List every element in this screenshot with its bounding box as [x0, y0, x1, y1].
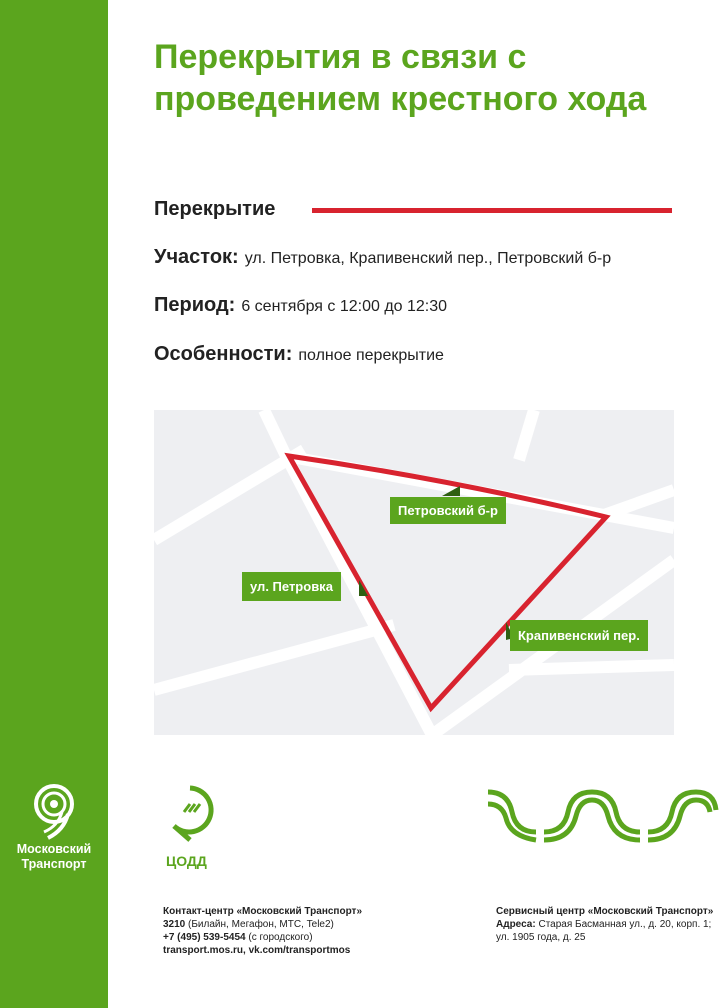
- period-value: 6 сентября с 12:00 до 12:30: [241, 298, 448, 315]
- section-value: ул. Петровка, Крапивенский пер., Петровский б-р: [244, 250, 612, 267]
- moscow-transport-icon: [24, 780, 84, 840]
- contact-phone[interactable]: +7 (495) 539-5454: [163, 932, 246, 943]
- contact-center-title: Контакт-центр «Московский Транспорт»: [163, 906, 363, 917]
- section-row: [154, 246, 611, 269]
- legend-closure-line: [312, 208, 672, 213]
- features-label: Особенности:: [154, 343, 293, 365]
- features-row: [154, 343, 444, 366]
- codd-icon: [160, 782, 220, 844]
- street-segment: [264, 410, 286, 456]
- period-label: Период:: [154, 294, 236, 316]
- moscow-transport-logo: [0, 780, 108, 872]
- mos-logo-icon: [484, 784, 720, 844]
- contact-phone-note: (с городского): [248, 932, 313, 943]
- map-label-boulevard: Петровский б-р: [390, 497, 506, 524]
- contact-web-links[interactable]: transport.mos.ru, vk.com/transportmos: [163, 945, 351, 956]
- features-value: полное перекрытие: [298, 347, 444, 364]
- service-center-title: Сервисный центр «Московский Транспорт»: [496, 906, 714, 917]
- street-segment: [154, 625, 394, 690]
- map-label-street: ул. Петровка: [242, 572, 341, 601]
- service-center: [496, 905, 713, 944]
- service-address-line2: ул. 1905 года, д. 25: [496, 932, 586, 943]
- map-streets: [154, 410, 674, 735]
- closure-map: [154, 410, 674, 735]
- contact-short-number-note: (Билайн, Мегафон, МТС, Tele2): [188, 919, 334, 930]
- street-segment: [519, 410, 534, 460]
- service-address-line1: Старая Басманная ул., д. 20, корп. 1;: [538, 919, 712, 930]
- service-address-label: Адреса:: [496, 919, 536, 930]
- section-label: Участок:: [154, 246, 239, 268]
- page-title: Перекрытия в связи с проведением крестного хода: [154, 38, 647, 118]
- legend-label: Перекрытие: [154, 198, 276, 220]
- street-segment: [509, 665, 674, 670]
- period-row: [154, 294, 447, 317]
- mos-logo: [484, 784, 720, 849]
- codd-logo: [160, 782, 230, 869]
- codd-logo-text: ЦОДД: [166, 853, 207, 869]
- street-segment: [604, 490, 674, 515]
- moscow-transport-logo-line2: Транспорт: [21, 857, 87, 871]
- sidebar: [0, 0, 108, 1008]
- moscow-transport-logo-line1: Московский: [16, 842, 92, 856]
- street-segment: [154, 450, 304, 540]
- contact-short-number[interactable]: 3210: [163, 919, 186, 930]
- contact-center: [163, 905, 362, 957]
- map-label-lane: Крапивенский пер.: [510, 620, 648, 651]
